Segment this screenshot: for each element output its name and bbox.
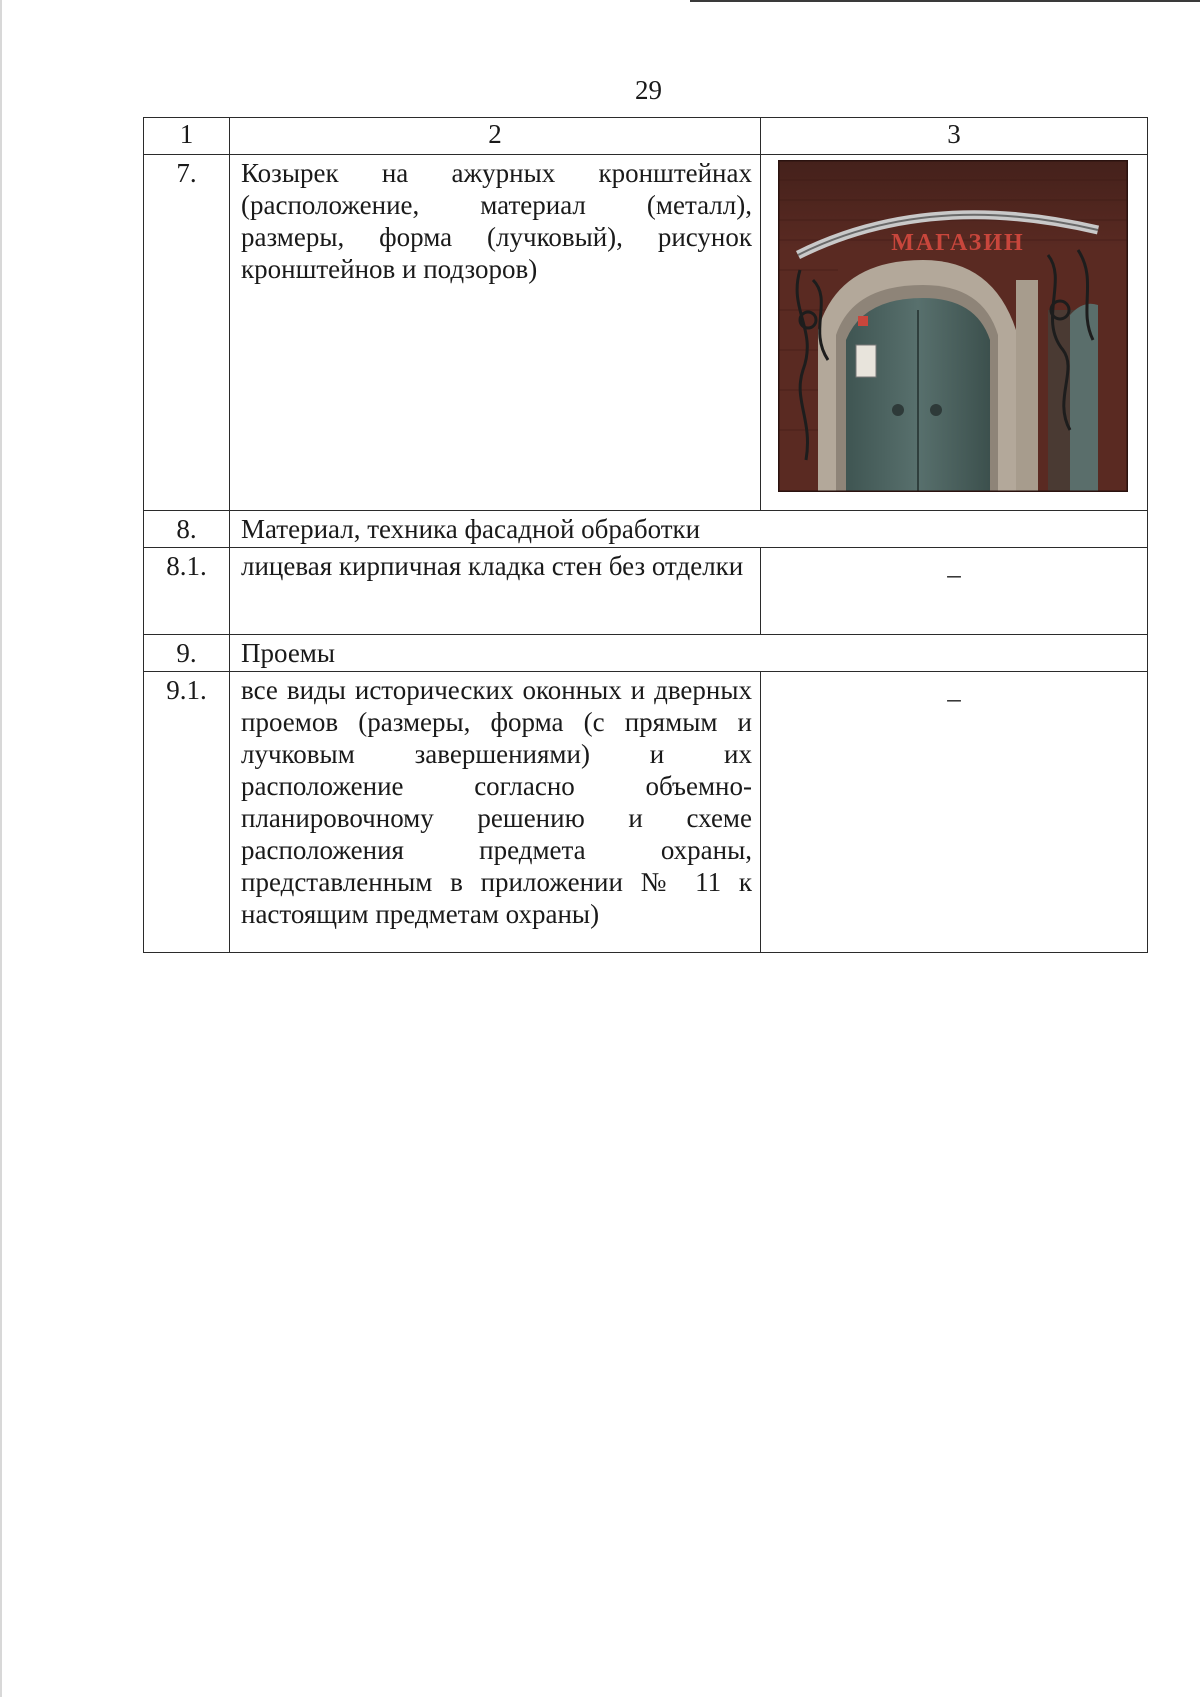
table-row: [144, 672, 1148, 953]
row-number: 9.: [144, 635, 230, 672]
protection-table: [143, 117, 1148, 953]
row-value: –: [761, 672, 1148, 953]
shop-sign-text: МАГАЗИН: [891, 230, 1025, 256]
row-number: 9.1.: [144, 672, 230, 953]
photo-cell: [761, 155, 1148, 511]
row-number: 8.: [144, 511, 230, 548]
header-cell-3: 3: [761, 118, 1148, 155]
table-row: [144, 511, 1148, 548]
row-text: лицевая кирпичная кладка стен без отделки: [230, 548, 761, 635]
header-cell-2: 2: [230, 118, 761, 155]
table-row: [144, 635, 1148, 672]
row-number: 7.: [144, 155, 230, 511]
canopy-photo: [778, 160, 1128, 492]
table-row: [144, 548, 1148, 635]
header-cell-1: 1: [144, 118, 230, 155]
row-text: Материал, техника фасадной обработки: [230, 511, 1148, 548]
scan-edge-left: [0, 0, 2, 1697]
row-number: 8.1.: [144, 548, 230, 635]
table-header-row: [144, 118, 1148, 155]
scan-edge-top: [690, 0, 1200, 2]
row-text: Проемы: [230, 635, 1148, 672]
table-row: [144, 155, 1148, 511]
row-text: все виды исторических оконных и дверных проемов (размеры, форма (с прямым и лучковым завершениями) и их расположение согласно объемно-планировочному решению и схеме расположения предмета охраны, представленным в приложении № 11 к настоящим предметам охраны): [230, 672, 761, 953]
row-text: Козырек на ажурных кронштейнах (расположение, материал (металл), размеры, форма (лучковый), рисунок кронштейнов и подзоров): [230, 155, 761, 511]
row-value: –: [761, 548, 1148, 635]
page-number: 29: [635, 75, 662, 105]
